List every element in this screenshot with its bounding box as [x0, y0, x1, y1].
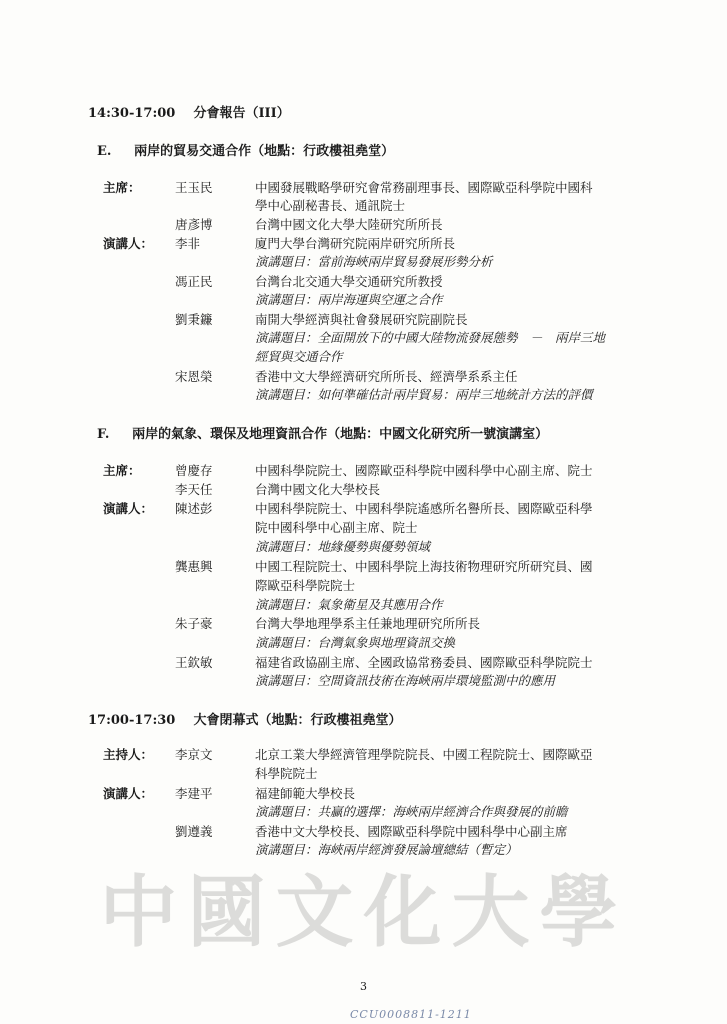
- section-e-chair1-desc2: 學中心副秘書長、通訊院士: [255, 198, 406, 213]
- section-f-heading: [97, 423, 548, 442]
- page-number: 3: [360, 980, 367, 993]
- section-f-sp3-topic: 演講題目：台灣氣象與地理資訊交換: [255, 635, 456, 650]
- archive-stamp: CCU0008811-1211: [350, 1008, 472, 1021]
- section-e-sp1-name: 李非: [175, 236, 201, 251]
- section-e-sp4-name: 宋恩榮: [175, 369, 213, 384]
- university-watermark: 中國文化大學: [99, 868, 628, 958]
- section-f-sp3-name: 朱子豪: [175, 616, 213, 631]
- closing-title: 大會閉幕式（地點：行政樓祖堯堂）: [193, 713, 402, 728]
- closing-host-desc1: 北京工業大學經濟管理學院院長、中國工程院院士、國際歐亞: [255, 747, 593, 762]
- closing-host-name: 李京文: [175, 747, 213, 762]
- section-e-sp3-topic1: 演講題目：全面開放下的中國大陸物流發展態勢 － 兩岸三地: [255, 330, 606, 345]
- closing-host-desc2: 科學院院士: [255, 766, 318, 781]
- section-e-sp3-topic2: 經貿與交通合作: [255, 349, 343, 364]
- closing-host-role: 主持人：: [103, 747, 154, 762]
- section-e-sp1-desc: 廈門大學台灣研究院兩岸研究所所長: [255, 236, 456, 251]
- section-e-sp4-topic: 演講題目：如何準確估計兩岸貿易：兩岸三地統計方法的評價: [255, 387, 593, 402]
- section-e-sp2-name: 馮正民: [175, 274, 213, 289]
- section-f-speaker-role: 演講人：: [103, 501, 154, 516]
- section-f-label: F.: [97, 427, 110, 442]
- section-f-chair1-desc: 中國科學院院士、國際歐亞科學院中國科學中心副主席、院士: [255, 463, 593, 478]
- section-f-sp2-topic: 演講題目：氣象衛星及其應用合作: [255, 597, 443, 612]
- section-f-chair2-desc: 台灣中國文化大學校長: [255, 482, 381, 497]
- section-e-sp2-desc: 台灣台北交通大學交通研究所教授: [255, 274, 443, 289]
- section-f-sp2-name: 龔惠興: [175, 559, 213, 574]
- section-e-speaker-role: 演講人：: [103, 236, 154, 251]
- section-f-chair2-name: 李天任: [175, 482, 213, 497]
- section-e-chair2-desc: 台灣中國文化大學大陸研究所所長: [255, 217, 443, 232]
- closing-sp2-name: 劉遵義: [175, 824, 213, 839]
- section-e-chair1-desc1: 中國發展戰略學研究會常務副理事長、國際歐亞科學院中國科: [255, 180, 593, 195]
- closing-sp1-topic: 演講題目：共贏的選擇：海峽兩岸經濟合作與發展的前瞻: [255, 804, 568, 819]
- section-f-sp3-desc: 台灣大學地理學系主任兼地理研究所所長: [255, 616, 481, 631]
- section-e-heading: [97, 140, 394, 159]
- section-f-sp4-topic: 演講題目：空間資訊技術在海峽兩岸環境監測中的應用: [255, 673, 556, 688]
- section-e-label: E.: [97, 144, 112, 159]
- section-e-sp4-desc: 香港中文大學經濟研究所所長、經濟學系系主任: [255, 369, 518, 384]
- section-f-sp2-desc1: 中國工程院院士、中國科學院上海技術物理研究所研究員、國: [255, 559, 593, 574]
- section-f-sp2-desc2: 際歐亞科學院院士: [255, 578, 356, 593]
- closing-sp1-name: 李建平: [175, 786, 213, 801]
- section-e-chair-role: 主席：: [103, 180, 141, 195]
- section-f-sp1-topic: 演講題目：地緣優勢與優勢領域: [255, 539, 431, 554]
- section-f-sp1-desc1: 中國科學院院士、中國科學院遙感所名譽所長、國際歐亞科學: [255, 501, 593, 516]
- closing-time: 17:00-17:30: [88, 713, 176, 728]
- session-time: 14:30-17:00: [88, 106, 176, 121]
- section-e-chair1-name: 王玉民: [175, 180, 213, 195]
- section-f-sp1-name: 陳述彭: [175, 501, 213, 516]
- closing-sp2-desc: 香港中文大學校長、國際歐亞科學院中國科學中心副主席: [255, 824, 568, 839]
- section-e-sp3-name: 劉秉鐮: [175, 312, 213, 327]
- session-title: 分會報告（III）: [193, 106, 290, 121]
- section-f-chair1-name: 曾慶存: [175, 463, 213, 478]
- session-heading: [88, 102, 290, 121]
- section-f-sp4-desc: 福建省政協副主席、全國政協常務委員、國際歐亞科學院院士: [255, 655, 593, 670]
- section-f-title: 兩岸的氣象、環保及地理資訊合作（地點：中國文化研究所一號演講室）: [132, 427, 549, 442]
- section-f-sp1-desc2: 院中國科學中心副主席、院士: [255, 520, 418, 535]
- section-e-sp1-topic: 演講題目：當前海峽兩岸貿易發展形勢分析: [255, 254, 493, 269]
- closing-sp1-desc: 福建師範大學校長: [255, 786, 356, 801]
- closing-heading: [88, 709, 401, 728]
- closing-speaker-role: 演講人：: [103, 786, 154, 801]
- section-e-sp3-desc: 南開大學經濟與社會發展研究院副院長: [255, 312, 468, 327]
- section-f-chair-role: 主席：: [103, 463, 141, 478]
- closing-sp2-topic: 演講題目：海峽兩岸經濟發展論壇總結（暫定）: [255, 842, 518, 857]
- section-e-title: 兩岸的貿易交通合作（地點：行政樓祖堯堂）: [134, 144, 395, 159]
- section-f-sp4-name: 王欽敏: [175, 655, 213, 670]
- section-e-chair2-name: 唐彥博: [175, 217, 213, 232]
- section-e-sp2-topic: 演講題目：兩岸海運與空運之合作: [255, 292, 443, 307]
